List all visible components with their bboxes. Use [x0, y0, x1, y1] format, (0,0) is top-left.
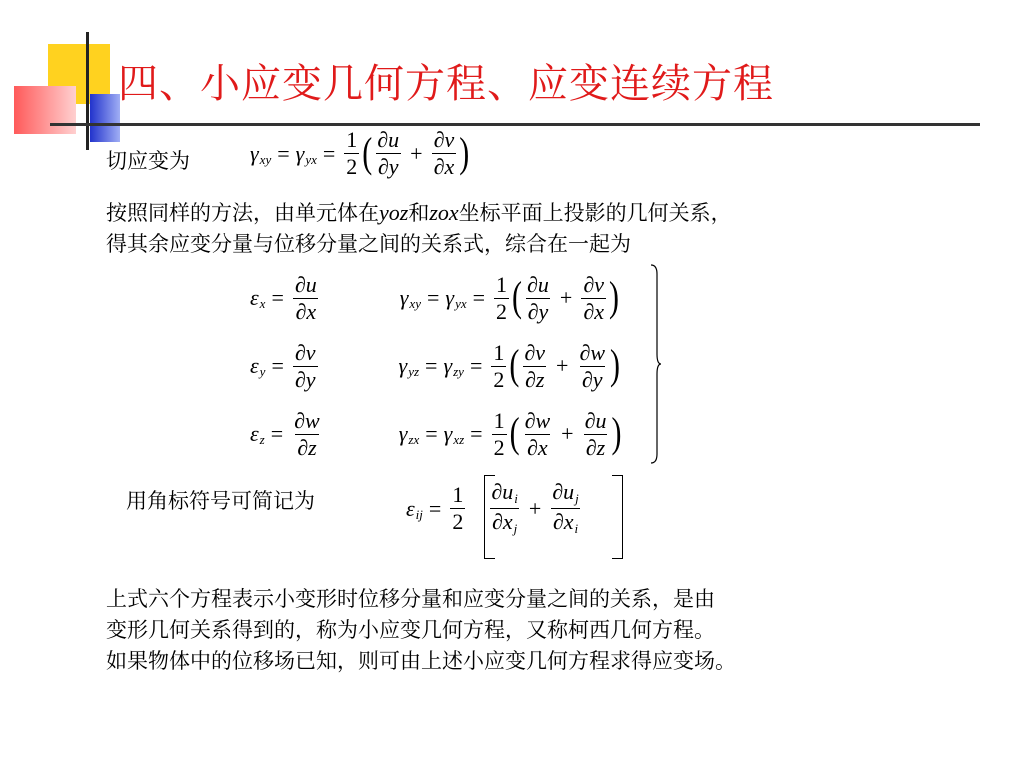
paragraph-1-line-2: 得其余应变分量与位移分量之间的关系式，综合在一起为: [106, 232, 631, 256]
shear-strain-equation: γ xy = γ yx = $\frac{1}{2}$ ( $\frac{\partial u}{\partial y}$ + $\frac{\partial v}{\partial x}$ ): [250, 127, 470, 179]
deco-blue-square: [90, 94, 120, 142]
deco-vertical-line: [86, 32, 89, 150]
index-notation-label: 用角标符号可简记为: [126, 489, 315, 513]
right-bracket: [612, 475, 623, 559]
paragraph-2-line-2: 变形几何关系得到的，称为小应变几何方程，又称柯西几何方程。: [106, 618, 715, 642]
strain-equation-system: ε x = $\frac{\partial u}{\partial x}$ γ xy = γ yx = $\frac{1}{2}$ ( $\frac{\partial u}{\partial y}$ + $\frac{\partial v}{\partial x}$ ) ε y = $\frac{\partial v}{\partial y}$ γ yz = γ zy = $\frac{1}{2}$ ( $\frac{\partial v}{\partial z}$ + $\frac{\partial w}{\partial y}$ ) ε z = $\frac{\partial w}{\partial z}$ γ zx = γ xz = $\frac{1}{2}$ ( $\frac{\partial w}{\partial x}$ + $\frac{\partial u}{\partial z}$ ): [250, 271, 622, 460]
right-brace: [650, 264, 662, 464]
index-notation-equation: ε ij = $\frac{1}{2}$ $\frac{\partial ui}{\partial xj}$ + $\frac{\partial uj}{\partial xi}$: [406, 479, 579, 536]
deco-red-square: [14, 86, 76, 134]
paragraph-1-line-1: 按照同样的方法，由单元体在yoz和zox坐标平面上投影的几何关系，: [106, 200, 732, 225]
paragraph-2-line-3: 如果物体中的位移场已知，则可由上述小应变几何方程求得应变场。: [106, 649, 736, 673]
title-underline: [50, 123, 980, 126]
left-bracket: [484, 475, 495, 559]
slide-title: 四、小应变几何方程、应变连续方程: [118, 61, 774, 107]
shear-strain-label: 切应变为: [106, 149, 190, 173]
paragraph-2-line-1: 上式六个方程表示小变形时位移分量和应变分量之间的关系，是由: [106, 587, 715, 611]
